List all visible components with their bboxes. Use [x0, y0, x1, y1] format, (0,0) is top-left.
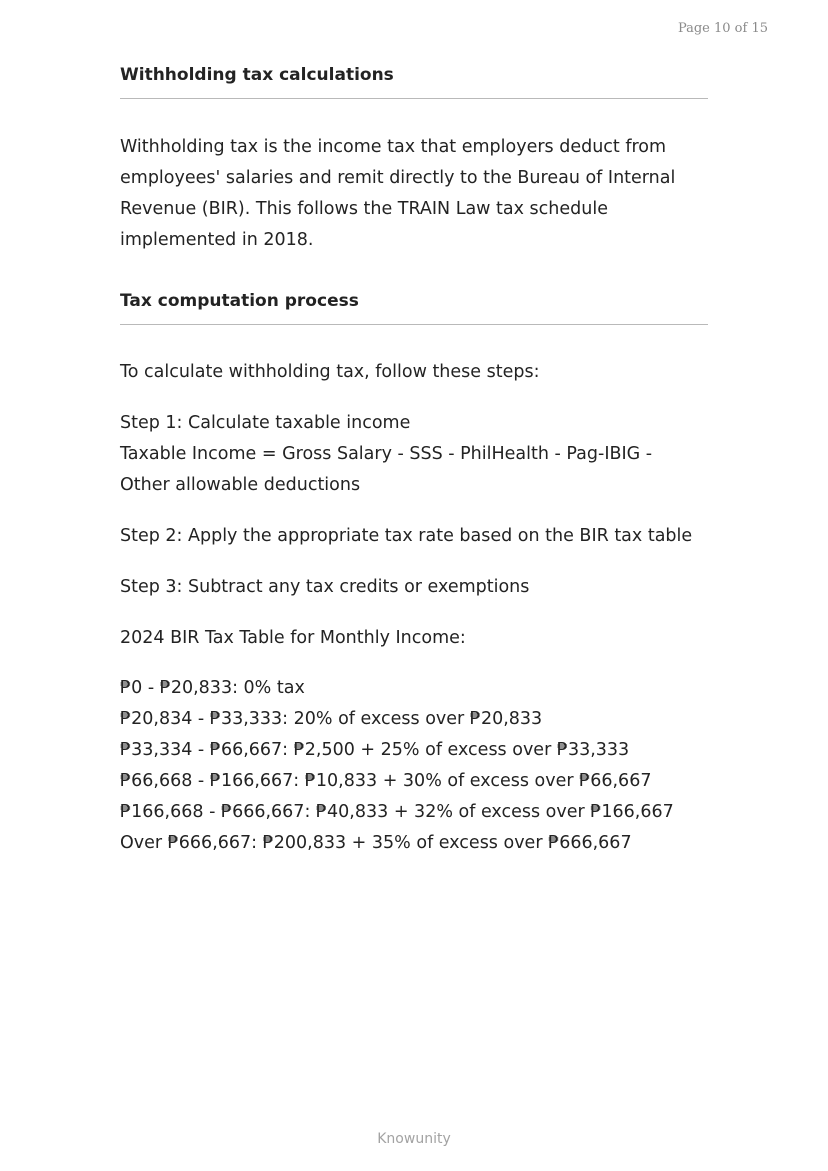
tax-table-row: ₱0 - ₱20,833: 0% tax — [120, 678, 305, 698]
tax-table-row: Over ₱666,667: ₱200,833 + 35% of excess over ₱666,667 — [120, 833, 632, 853]
withholding-intro-paragraph: Withholding tax is the income tax that employers deduct from employees' salaries and remit directly to the Bureau of Internal Revenue (BIR). This follows the TRAIN Law tax schedule implemented in 2018. — [120, 137, 676, 250]
tax-table-row: ₱166,668 - ₱666,667: ₱40,833 + 32% of excess over ₱166,667 — [120, 802, 674, 822]
step-1-title: Step 1: Calculate taxable income — [120, 413, 411, 433]
step-2-text: Step 2: Apply the appropriate tax rate based on the BIR tax table — [120, 526, 693, 546]
step-3-text: Step 3: Subtract any tax credits or exemptions — [120, 577, 530, 597]
tax-table-title: 2024 BIR Tax Table for Monthly Income: — [120, 628, 466, 648]
page-number: Page 10 of 15 — [677, 21, 768, 36]
tax-table-list — [120, 673, 710, 859]
section-heading-process: Tax computation process — [120, 291, 708, 325]
footer-brand-wordmark: Knowunity — [377, 1131, 451, 1147]
section-heading-withholding: Withholding tax calculations — [120, 65, 708, 99]
process-lead-paragraph: To calculate withholding tax, follow these steps: — [120, 362, 540, 382]
tax-table-row: ₱20,834 - ₱33,333: 20% of excess over ₱20,833 — [120, 709, 543, 729]
step-1-formula: Taxable Income = Gross Salary - SSS - PhilHealth - Pag-IBIG - Other allowable deductions — [120, 444, 653, 495]
tax-table-row: ₱66,668 - ₱166,667: ₱10,833 + 30% of excess over ₱66,667 — [120, 771, 652, 791]
tax-table-row: ₱33,334 - ₱66,667: ₱2,500 + 25% of excess over ₱33,333 — [120, 740, 630, 760]
